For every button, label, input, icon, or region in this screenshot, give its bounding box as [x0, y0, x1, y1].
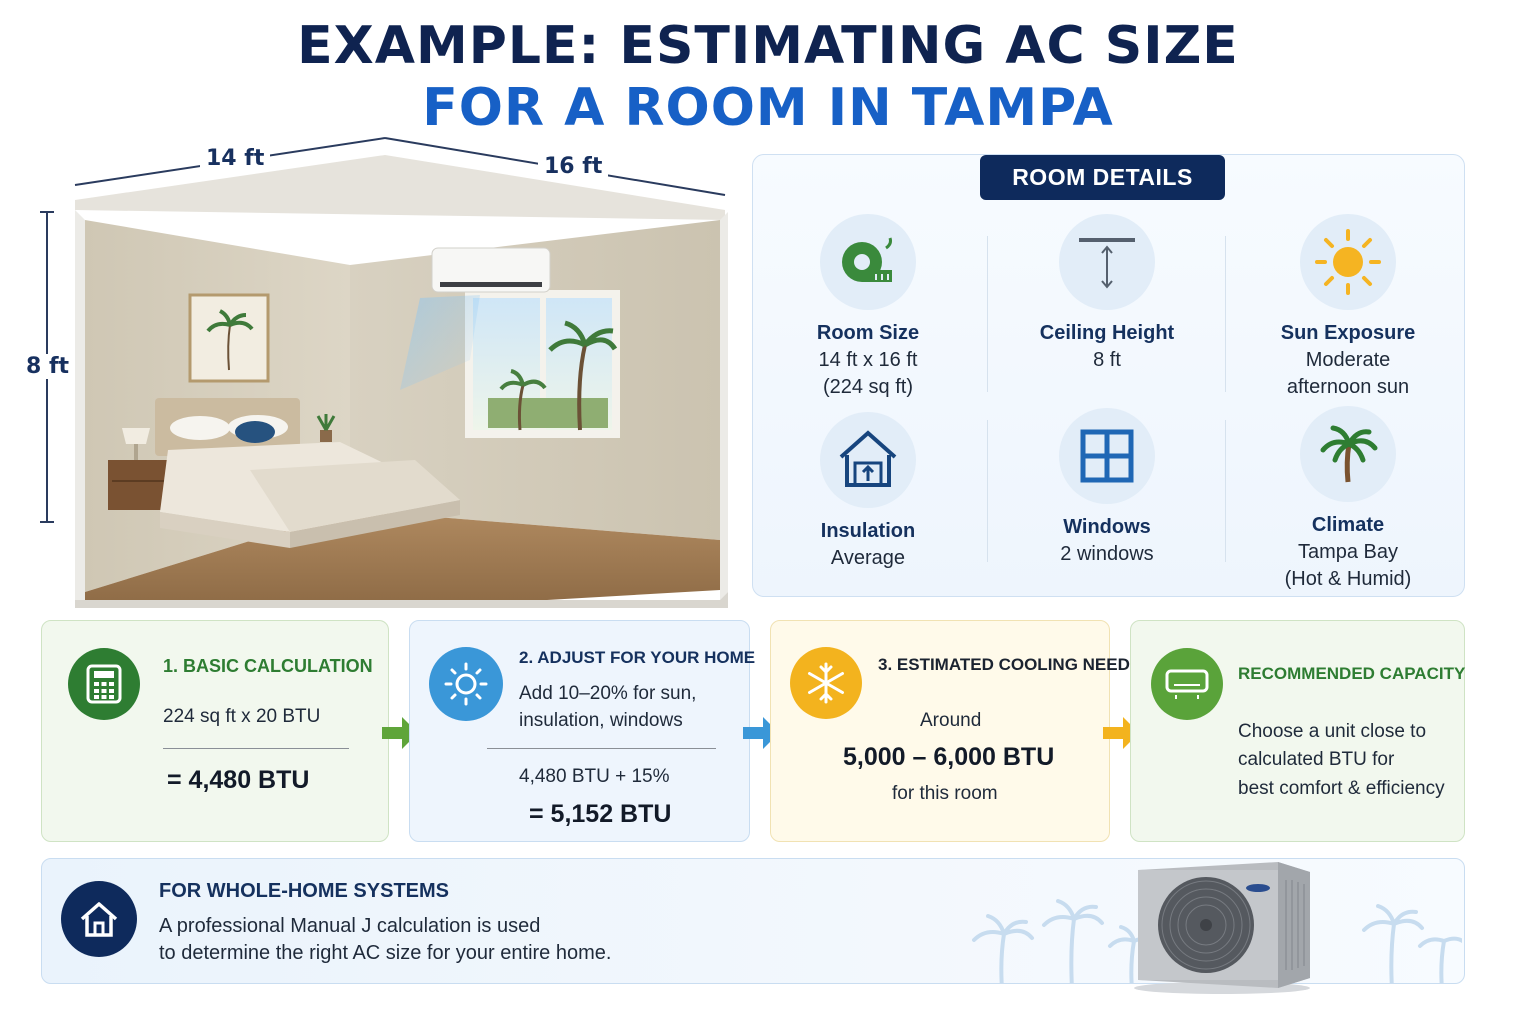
detail-insulation: Insulation Average [758, 412, 978, 572]
divider [1225, 236, 1226, 392]
detail-ceiling-height: Ceiling Height 8 ft [997, 214, 1217, 374]
divider [987, 420, 988, 562]
step-3-line-1: Around [920, 710, 982, 731]
step-2-text-line-2: insulation, windows [519, 710, 683, 731]
tape-measure-icon [820, 214, 916, 310]
step-2-formula: 4,480 BTU + 15% [519, 766, 670, 787]
detail-sun-exposure: Sun Exposure Moderate afternoon sun [1238, 214, 1458, 401]
page-title-line-1: EXAMPLE: ESTIMATING AC SIZE [297, 16, 1239, 76]
banner-text-line-1: A professional Manual J calculation is used [159, 915, 541, 937]
ac-unit-icon [1151, 648, 1223, 720]
step-4-line-1: Choose a unit close to [1238, 721, 1427, 742]
calculator-icon [68, 648, 140, 720]
ceiling-height-icon [1059, 214, 1155, 310]
palm-tree-icon [1300, 406, 1396, 502]
step-2-text-line-1: Add 10–20% for sun, [519, 683, 697, 704]
step-1-formula: 224 sq ft x 20 BTU [163, 706, 321, 727]
step-3-title: 3. ESTIMATED COOLING NEED [878, 655, 1130, 674]
detail-room-size: Room Size 14 ft x 16 ft (224 sq ft) [758, 214, 978, 401]
divider [1225, 420, 1226, 562]
room-length-label: 16 ft [538, 154, 608, 179]
banner-text-line-2: to determine the right AC size for your entire home. [159, 942, 612, 964]
insulated-house-icon [820, 412, 916, 508]
step-4-line-3: best comfort & efficiency [1238, 778, 1445, 799]
step-1-result: = 4,480 BTU [167, 766, 310, 794]
room-height-label: 8 ft [20, 354, 75, 379]
detail-climate: Climate Tampa Bay (Hot & Humid) [1238, 406, 1458, 593]
room-width-label: 14 ft [200, 146, 270, 171]
sun-icon [429, 647, 503, 721]
room-details-heading: ROOM DETAILS [980, 155, 1225, 200]
divider [987, 236, 988, 392]
step-2-result: = 5,152 BTU [529, 800, 672, 828]
step-4-line-2: calculated BTU for [1238, 749, 1395, 770]
divider [163, 748, 349, 749]
sun-icon [1300, 214, 1396, 310]
detail-windows: Windows 2 windows [997, 408, 1217, 568]
banner-title: FOR WHOLE-HOME SYSTEMS [159, 880, 449, 902]
divider [487, 748, 716, 749]
page-title-line-2: FOR A ROOM IN TAMPA [422, 78, 1114, 138]
step-4-title: RECOMMENDED CAPACITY [1238, 664, 1466, 683]
home-icon [61, 881, 137, 957]
step-3-line-3: for this room [892, 783, 998, 804]
snowflake-icon [790, 647, 862, 719]
outdoor-ac-condenser-image [1128, 860, 1316, 994]
step-2-title: 2. ADJUST FOR YOUR HOME [519, 648, 756, 667]
bedroom-illustration [20, 130, 740, 610]
step-3-range: 5,000 – 6,000 BTU [843, 743, 1055, 771]
step-1-title: 1. BASIC CALCULATION [163, 656, 373, 676]
window-icon [1059, 408, 1155, 504]
room-illustration [20, 130, 740, 610]
